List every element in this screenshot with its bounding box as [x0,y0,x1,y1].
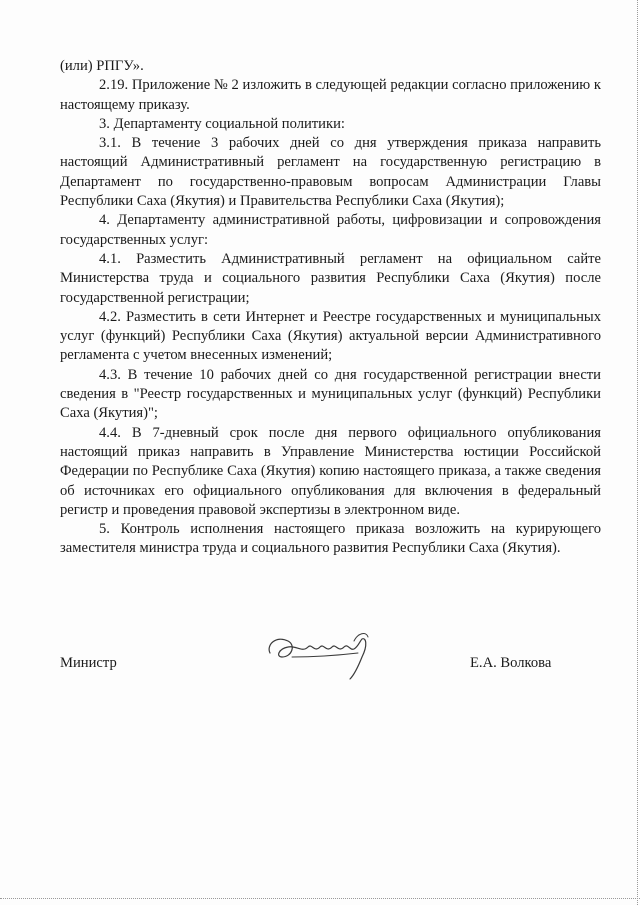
handwritten-signature [262,623,382,683]
paragraph-4-1: 4.1. Разместить Административный регламент на официальном сайте Министерства труда и социального развития Республики Саха (Якутия) после государственной регистрации; [60,250,601,306]
signatory-title: Министр [60,655,117,671]
paragraph-continuation: (или) РПГУ». [60,58,144,74]
paragraph-3-1: 3.1. В течение 3 рабочих дней со дня утверждения приказа направить настоящий Административный регламент на государственную регистрацию в Департамент по государственно-правовым вопросам Администрации Главы Республики Саха (Якутия) и Правительства Республики Саха (Якутия); [60,135,601,210]
paragraph-4-3: 4.3. В течение 10 рабочих дней со дня государственной регистрации внести сведения в "Реестр государственных и муниципальных услуг (функций) Республики Саха (Якутия)"; [60,366,601,422]
paragraph-2-19: 2.19. Приложение № 2 изложить в следующей редакции согласно приложению к настоящему приказу. [60,77,601,113]
paragraph-4-2: 4.2. Разместить в сети Интернет и Реестре государственных и муниципальных услуг (функций) Республики Саха (Якутия) актуальной версии Административного регламента с учетом внесенных изменений; [60,308,601,364]
paragraph-4: 4. Департаменту административной работы, цифровизации и сопровождения государственных услуг: [60,212,601,248]
paragraph-3: 3. Департаменту социальной политики: [99,115,345,132]
paragraph-5: 5. Контроль исполнения настоящего приказа возложить на курирующего заместителя министра труда и социального развития Республики Саха (Якутия). [60,521,601,557]
paragraph-4-4: 4.4. В 7-дневный срок после дня первого официального опубликования настоящий приказ направить в Управление Министерства юстиции Российской Федерации по Республике Саха (Якутия) копию настоящего приказа, а также сведения об источниках его официального опубликования для включения в федеральный регистр и проведения правовой экспертизы в электронном виде. [60,424,601,518]
scan-edge-bottom [0,898,640,899]
document-body [60,57,601,559]
scan-edge-right [637,0,638,905]
signatory-name: Е.А. Волкова [470,655,552,671]
